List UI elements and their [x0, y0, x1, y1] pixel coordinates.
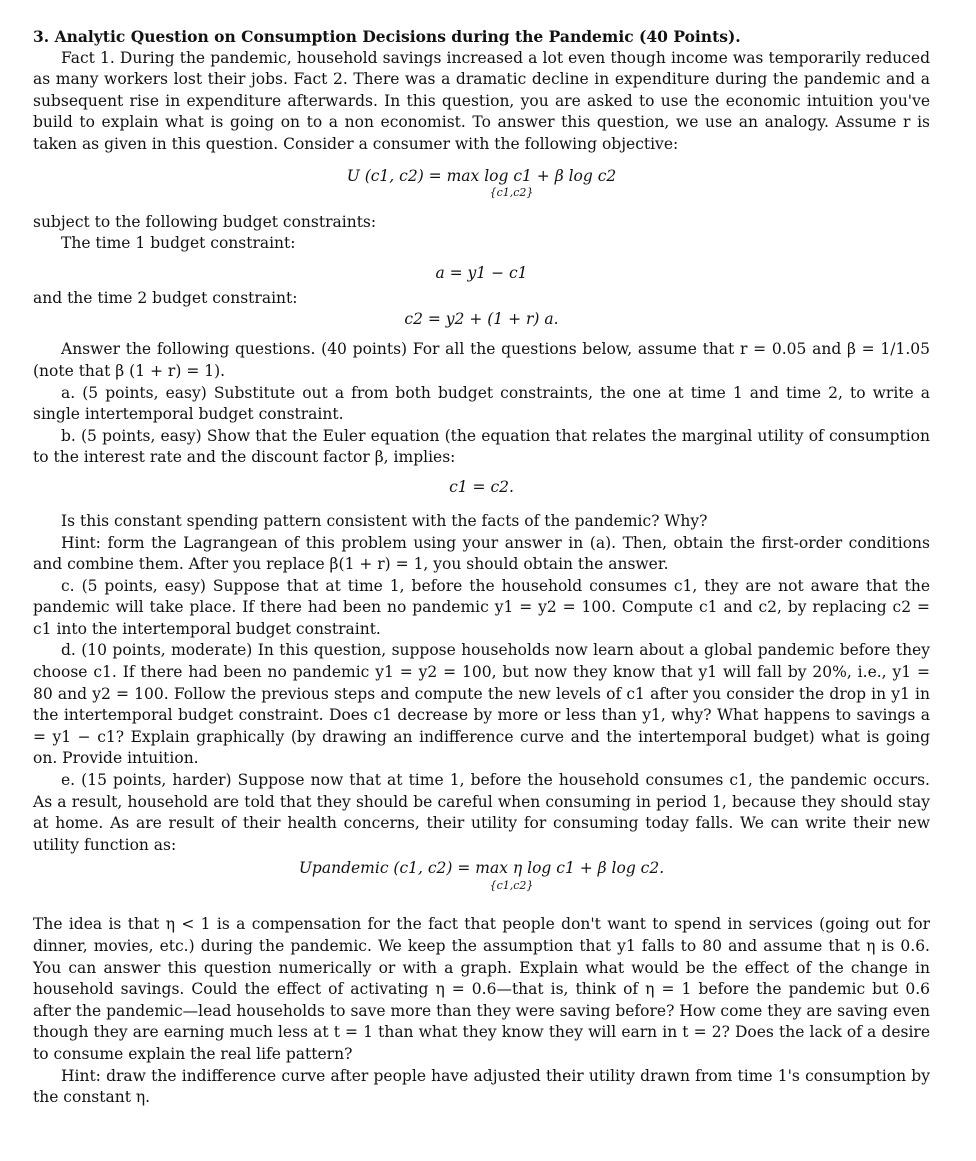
part-e: e. (15 points, harder) Suppose now that at time 1, before the household consumes c1, the pandemic occurs. As a result, household are told that they should be careful when consuming in period 1, because they should stay at home. As are result of their health concerns, their utility for consuming today falls. We can write their new utility function as:: [33, 771, 930, 854]
euler-equation: c1 = c2.: [449, 477, 514, 496]
pandemic-objective-subscript: {c1,c2}: [489, 879, 534, 892]
part-d: d. (10 points, moderate) In this question, suppose households now learn about a global pandemic before they choose c1. If there had been no pandemic y1 = y2 = 100, but now they know that y1 will fall by 20%, i.e., y1 = 80 and y2 = 100. Follow the previous steps and compute the new levels of c1 after you consider the drop in y1 in the intertemporal budget constraint. Does c1 decrease by more or less than y1, why? What happens to savings a = y1 − c1? Explain graphically (by drawing an indifference curve and the intertemporal budget) what is going on. Provide intuition.: [33, 641, 930, 768]
time1-label: The time 1 budget constraint:: [61, 234, 296, 253]
question-title: 3. Analytic Question on Consumption Decisions during the Pandemic (40 Points).: [33, 27, 741, 46]
subject-to-text: subject to the following budget constraints:: [33, 212, 377, 231]
answer-intro: Answer the following questions. (40 points) For all the questions below, assume that r = 0.05 and β = 1/1.05 (note that β (1 + r) = 1).: [33, 340, 930, 380]
part-e-body: The idea is that η < 1 is a compensation for the fact that people don't want to spend in services (going out for dinner, movies, etc.) during the pandemic. We keep the assumption that y1 falls to 80 and assume that η is 0.6. You can answer this question numerically or with a graph. Explain what would be the effect of the change in household savings. Could the effect of activating η = 0.6—that is, think of η = 1 before the pandemic but 0.6 after the pandemic—lead households to save more than they were saving before? How come they are saving even though they are earning much less at t = 1 than what they know they will earn in t = 2? Does the lack of a desire to consume explain the real life pattern?: [33, 915, 930, 1063]
part-b-hint: Hint: form the Lagrangean of this problem using your answer in (a). Then, obtain the first-order conditions and combine them. After you replace β(1 + r) = 1, you should obtain the answer.: [33, 533, 930, 574]
document-page: [33, 26, 930, 1109]
intro-paragraph: Fact 1. During the pandemic, household savings increased a lot even though income was temporarily reduced as many workers lost their jobs. Fact 2. There was a dramatic decline in expenditure during the pandemic and a subsequent rise in expenditure afterwards. In this question, you are asked to use the economic intuition you've build to explain what is going on to a non economist. To answer this question, we use an analogy. Assume r is taken as given in this question. Consider a consumer with the following objective:: [33, 48, 930, 153]
pandemic-objective-equation: [33, 856, 930, 914]
time2-equation: c2 = y2 + (1 + r) a.: [404, 310, 559, 329]
time1-equation: a = y1 − c1: [435, 263, 528, 282]
time2-label: and the time 2 budget constraint:: [33, 288, 298, 307]
objective-subscript: {c1,c2}: [489, 186, 534, 200]
part-b: b. (5 points, easy) Show that the Euler equation (the equation that relates the marginal utility of consumption to the interest rate and the discount factor β, implies:: [33, 426, 930, 467]
objective-equation: [33, 156, 930, 212]
part-a: a. (5 points, easy) Substitute out a from both budget constraints, the one at time 1 and time 2, to write a single intertemporal budget constraint.: [33, 383, 930, 424]
pandemic-objective-line: Upandemic (c1, c2) = max η log c1 + β log c2.: [298, 859, 665, 878]
part-e-hint: Hint: draw the indifference curve after people have adjusted their utility drawn from time 1's consumption by the constant η.: [33, 1066, 930, 1107]
objective-line: U (c1, c2) = max log c1 + β log c2: [346, 166, 617, 185]
part-c: c. (5 points, easy) Suppose that at time 1, before the household consumes c1, they are not aware that the pandemic will take place. If there had been no pandemic y1 = y2 = 100. Compute c1 and c2, by replacing c2 = c1 into the intertemporal budget constraint.: [33, 576, 930, 638]
part-b-question: Is this constant spending pattern consistent with the facts of the pandemic? Why?: [61, 511, 708, 530]
